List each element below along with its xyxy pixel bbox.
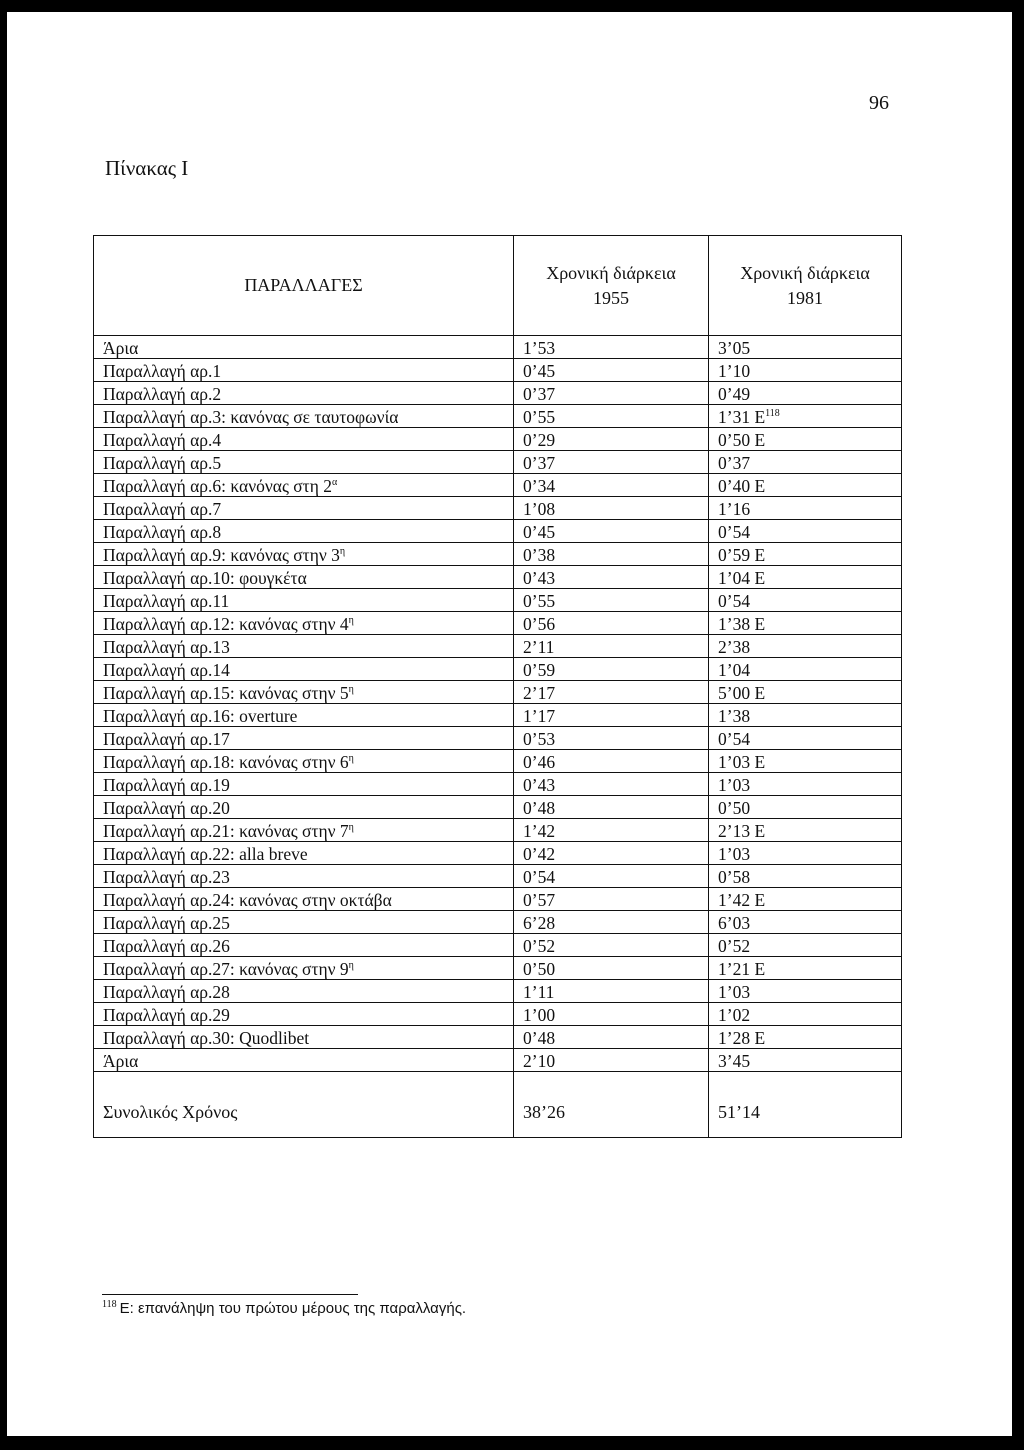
table-row <box>94 336 902 359</box>
table-header-row <box>94 236 902 336</box>
duration-1981: 0’50 <box>709 796 902 819</box>
duration-1955: 0’56 <box>514 612 709 635</box>
duration-1955: 0’37 <box>514 451 709 474</box>
document-page <box>7 12 1012 1436</box>
duration-1955: 0’50 <box>514 957 709 980</box>
duration-1955: 0’43 <box>514 773 709 796</box>
total-label: Συνολικός Χρόνος <box>94 1086 514 1138</box>
duration-1981: 0’37 <box>709 451 902 474</box>
variation-name: Παραλλαγή αρ.1 <box>94 359 514 382</box>
variation-name: Παραλλαγή αρ.3: κανόνας σε ταυτοφωνία <box>94 405 514 428</box>
variation-name: Παραλλαγή αρ.9: κανόνας στην $3^\eta$ <box>94 543 514 566</box>
ordinal-superscript: η <box>348 753 354 764</box>
table-row <box>94 704 902 727</box>
footnote-reference: 118 <box>765 408 780 419</box>
variation-name: Παραλλαγή αρ.5 <box>94 451 514 474</box>
table-row <box>94 658 902 681</box>
duration-1955: 1’00 <box>514 1003 709 1026</box>
duration-1981: 6’03 <box>709 911 902 934</box>
variation-name: Παραλλαγή αρ.15: κανόνας στην $5^\eta$ <box>94 681 514 704</box>
durations-table <box>93 235 902 1138</box>
variation-name: Παραλλαγή αρ.26 <box>94 934 514 957</box>
duration-1955: 0’57 <box>514 888 709 911</box>
header-variations: ΠΑΡΑΛΛΑΓΕΣ <box>94 236 514 336</box>
table-row <box>94 497 902 520</box>
ordinal-superscript: η <box>348 822 354 833</box>
duration-1981: 0’49 <box>709 382 902 405</box>
header-1955: Χρονική διάρκεια 1955 <box>514 236 709 336</box>
table-title: Πίνακας Ι <box>105 156 189 180</box>
duration-1981: 1’03 Ε <box>709 750 902 773</box>
table-row <box>94 750 902 773</box>
duration-1955: 0’54 <box>514 865 709 888</box>
duration-1981: 1’04 Ε <box>709 566 902 589</box>
table-row <box>94 382 902 405</box>
variation-name: Παραλλαγή αρ.22: alla breve <box>94 842 514 865</box>
duration-1981: 0’50 Ε <box>709 428 902 451</box>
table-row <box>94 796 902 819</box>
duration-1981: 2’13 Ε <box>709 819 902 842</box>
table-row <box>94 1049 902 1072</box>
variation-name: Παραλλαγή αρ.24: κανόνας στην οκτάβα <box>94 888 514 911</box>
duration-1981: 0’40 Ε <box>709 474 902 497</box>
variation-name: Παραλλαγή αρ.11 <box>94 589 514 612</box>
duration-1955: 0’55 <box>514 405 709 428</box>
duration-1955: 0’45 <box>514 359 709 382</box>
table-row <box>94 934 902 957</box>
variation-name: Παραλλαγή αρ.27: κανόνας στην $9^\eta$ <box>94 957 514 980</box>
duration-1955: 0’29 <box>514 428 709 451</box>
variation-name: Παραλλαγή αρ.25 <box>94 911 514 934</box>
duration-1981: 1’02 <box>709 1003 902 1026</box>
table-row <box>94 819 902 842</box>
duration-1981: 1’21 Ε <box>709 957 902 980</box>
table-row <box>94 911 902 934</box>
duration-1981: 1’03 <box>709 842 902 865</box>
table-row <box>94 635 902 658</box>
table-row <box>94 474 902 497</box>
duration-1981: 2’38 <box>709 635 902 658</box>
duration-1955: 0’59 <box>514 658 709 681</box>
table-row <box>94 773 902 796</box>
duration-1955: 0’37 <box>514 382 709 405</box>
variation-name: Παραλλαγή αρ.17 <box>94 727 514 750</box>
table-row <box>94 1026 902 1049</box>
duration-1981: 1’28 Ε <box>709 1026 902 1049</box>
page-number: 96 <box>869 92 889 114</box>
variation-name: Παραλλαγή αρ.29 <box>94 1003 514 1026</box>
duration-1955: 2’10 <box>514 1049 709 1072</box>
table-row <box>94 428 902 451</box>
variation-name: Άρια <box>94 336 514 359</box>
variation-name: Παραλλαγή αρ.12: κανόνας στην $4^\eta$ <box>94 612 514 635</box>
duration-1981: 1’03 <box>709 980 902 1003</box>
duration-1955: 0’42 <box>514 842 709 865</box>
table-row <box>94 980 902 1003</box>
table-row <box>94 405 902 428</box>
variation-name: Παραλλαγή αρ.8 <box>94 520 514 543</box>
spacer-row <box>94 1072 902 1087</box>
duration-1981: 1’16 <box>709 497 902 520</box>
footnote-text: Ε: επανάληψη του πρώτου μέρους της παραλλαγής. <box>119 1300 467 1317</box>
duration-1981: 0’52 <box>709 934 902 957</box>
variation-name: Παραλλαγή αρ.21: κανόνας στην $7^\eta$ <box>94 819 514 842</box>
table-row <box>94 681 902 704</box>
duration-1955: 0’48 <box>514 1026 709 1049</box>
footnote <box>102 1300 466 1317</box>
total-1981: 51’14 <box>709 1086 902 1138</box>
ordinal-superscript: η <box>348 615 354 626</box>
table-row <box>94 865 902 888</box>
duration-1981: 1’31 $E^{118}$ <box>709 405 902 428</box>
table-row <box>94 520 902 543</box>
duration-1981: 0’59 Ε <box>709 543 902 566</box>
table-row <box>94 888 902 911</box>
variation-name: Παραλλαγή αρ.23 <box>94 865 514 888</box>
table-row <box>94 727 902 750</box>
variation-name: Παραλλαγή αρ.7 <box>94 497 514 520</box>
duration-1981: 0’54 <box>709 520 902 543</box>
total-1955: 38’26 <box>514 1086 709 1138</box>
variation-name: Παραλλαγή αρ.18: κανόνας στην $6^\eta$ <box>94 750 514 773</box>
ordinal-superscript: α <box>332 477 338 488</box>
duration-1981: 0’54 <box>709 589 902 612</box>
table-row <box>94 589 902 612</box>
duration-1955: 6’28 <box>514 911 709 934</box>
duration-1981: 1’38 <box>709 704 902 727</box>
variation-name: Άρια <box>94 1049 514 1072</box>
duration-1981: 3’45 <box>709 1049 902 1072</box>
table-row <box>94 543 902 566</box>
duration-1955: 0’34 <box>514 474 709 497</box>
duration-1955: 1’08 <box>514 497 709 520</box>
table-row <box>94 359 902 382</box>
duration-1981: 5’00 Ε <box>709 681 902 704</box>
duration-1955: 0’43 <box>514 566 709 589</box>
duration-1981: 3’05 <box>709 336 902 359</box>
variation-name: Παραλλαγή αρ.2 <box>94 382 514 405</box>
duration-1955: 1’42 <box>514 819 709 842</box>
variation-name: Παραλλαγή αρ.6: κανόνας στη $2^\alpha$ <box>94 474 514 497</box>
variation-name: Παραλλαγή αρ.28 <box>94 980 514 1003</box>
duration-1955: 0’45 <box>514 520 709 543</box>
duration-1955: 0’53 <box>514 727 709 750</box>
variation-name: Παραλλαγή αρ.19 <box>94 773 514 796</box>
duration-1981: 0’58 <box>709 865 902 888</box>
duration-1955: 0’46 <box>514 750 709 773</box>
ordinal-superscript: η <box>348 684 354 695</box>
table-row <box>94 957 902 980</box>
duration-1955: 0’52 <box>514 934 709 957</box>
duration-1981: 1’10 <box>709 359 902 382</box>
table-row <box>94 1003 902 1026</box>
ordinal-superscript: η <box>348 960 354 971</box>
variation-name: Παραλλαγή αρ.20 <box>94 796 514 819</box>
table-row <box>94 451 902 474</box>
variation-name: Παραλλαγή αρ.30: Quodlibet <box>94 1026 514 1049</box>
duration-1955: 2’11 <box>514 635 709 658</box>
duration-1955: 0’38 <box>514 543 709 566</box>
duration-1955: 0’55 <box>514 589 709 612</box>
table-row <box>94 842 902 865</box>
footnote-divider <box>102 1294 358 1295</box>
ordinal-superscript: η <box>339 546 346 557</box>
duration-1981: 0’54 <box>709 727 902 750</box>
variation-name: Παραλλαγή αρ.4 <box>94 428 514 451</box>
duration-1955: 1’11 <box>514 980 709 1003</box>
duration-1981: 1’03 <box>709 773 902 796</box>
duration-1955: 0’48 <box>514 796 709 819</box>
variation-name: Παραλλαγή αρ.16: overture <box>94 704 514 727</box>
footnote-mark: 118 <box>102 1299 117 1310</box>
table-row <box>94 566 902 589</box>
duration-1955: 1’17 <box>514 704 709 727</box>
variation-name: Παραλλαγή αρ.13 <box>94 635 514 658</box>
total-row <box>94 1086 902 1138</box>
header-1981: Χρονική διάρκεια 1981 <box>709 236 902 336</box>
duration-1981: 1’04 <box>709 658 902 681</box>
table-row <box>94 612 902 635</box>
duration-1981: 1’38 Ε <box>709 612 902 635</box>
duration-1981: 1’42 Ε <box>709 888 902 911</box>
duration-1955: 2’17 <box>514 681 709 704</box>
variation-name: Παραλλαγή αρ.10: φουγκέτα <box>94 566 514 589</box>
variation-name: Παραλλαγή αρ.14 <box>94 658 514 681</box>
duration-1955: 1’53 <box>514 336 709 359</box>
